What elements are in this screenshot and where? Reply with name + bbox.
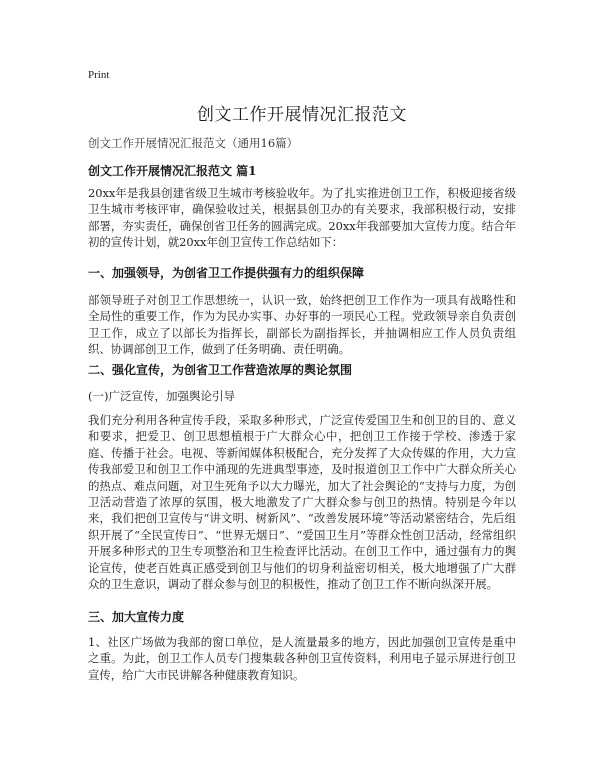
section-1-title: 一、加强领导，为创省卫工作提供强有力的组织保障 bbox=[88, 266, 365, 280]
intro-paragraph: 20xx年是我县创建省级卫生城市考核验收年。为了扎实推进创卫工作，积极迎接省级卫生城市考核评审，确保验收过关，根据县创卫办的有关要求，我部积极行动，安排部署，夯实责任，确保创省卫任务的圆满完成。20xx年我部要加大宣传力度。结合年初的宣传计划，就20xx年创卫宣传工作总结如下： bbox=[88, 186, 516, 250]
article-heading: 创文工作开展情况汇报范文 篇1 bbox=[88, 164, 257, 178]
section-3-title: 三、加大宣传力度 bbox=[88, 610, 185, 624]
section-1-paragraph: 部领导班子对创卫工作思想统一，认识一致，始终把创卫工作作为一项具有战略性和全局性的重要工作，作为为民办实事、办好事的一项民心工程。党政领导亲自负责创卫工作，成立了以部长为指挥长，副部长为副指挥长，并抽调相应工作人员负责组织、协调部创卫工作，做到了任务明确、责任明确。 bbox=[88, 293, 516, 357]
section-2-paragraph: 我们充分利用各种宣传手段，采取多种形式，广泛宣传爱国卫生和创卫的目的、意义和要求，把爱卫、创卫思想植根于广大群众心中，把创卫工作接于学校、渗透于家庭、传播于社会。电视、等新闻媒体积极配合，充分发挥了大众传媒的作用，大力宣传我部爱卫和创卫工作中涌现的先进典型事迹，及时报道创卫工作中广大群众所关心的热点、难点问题，对卫生死角予以大力曝光，加大了社会舆论的“支持与力度，为创卫活动营造了浓厚的氛围，极大地激发了广大群众参与创卫的热情。特别是今年以来，我们把创卫宣传与“讲文明、树新风”、“改善发展环境”等活动紧密结合，先后组织开展了“全民宣传日”、“世界无烟日”、“爱国卫生月”等群众性创卫活动，经常组织开展多种形式的卫生专项整治和卫生检查评比活动。在创卫工作中，通过强有力的舆论宣传，使老百姓真正感受到创卫与他们的切身利益密切相关，极大地增强了广大群众的卫生意识，调动了群众参与创卫的积极性，推动了创卫工作不断向纵深开展。 bbox=[88, 413, 516, 592]
section-2-title: 二、强化宣传，为创省卫工作营造浓厚的舆论氛围 bbox=[88, 363, 353, 377]
section-3-paragraph: 1、社区广场做为我部的窗口单位，是人流量最多的地方，因此加强创卫宣传是重中之重。为此，创卫工作人员专门搜集载各种创卫宣传资料，利用电子显示屏进行创卫宣传，给广大市民讲解各种健康教育知识。 bbox=[88, 635, 516, 682]
document-subtitle: 创文工作开展情况汇报范文（通用16篇） bbox=[88, 136, 299, 150]
section-2-subheading: (一)广泛宣传，加强舆论引导 bbox=[88, 389, 235, 403]
page-title: 创文工作开展情况汇报范文 bbox=[197, 105, 407, 125]
print-link[interactable]: Print bbox=[88, 69, 110, 81]
